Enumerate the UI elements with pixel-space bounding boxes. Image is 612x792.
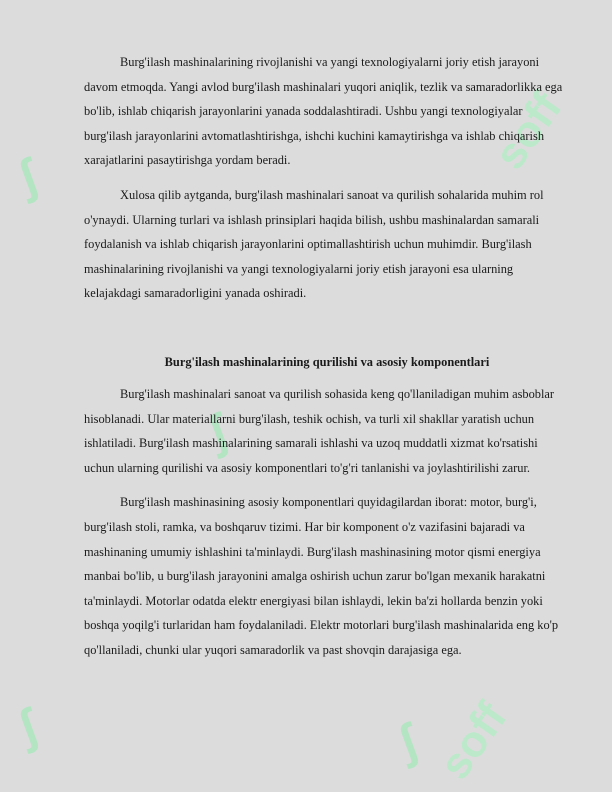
watermark-text: soff [485,83,572,179]
paragraph: Burg'ilash mashinalari sanoat va qurilish sohasida keng qo'llaniladigan muhim asboblar hisoblanadi. Ular materiallarni burg'ilash, teshik ochish, va turli xil shakllar yaratish uchun ishlatiladi. Burg'ilash mashinalarining samarali ishlashi va uzoq muddatli xizmat ko'rsatishi uchun ularning qurilishi va asosiy komponentlari to'g'ri tanlanishi va joylashtirilishi zarur. [84,386,555,475]
watermark-logo-icon: ʃ [11,149,45,206]
watermark-logo-icon: ʃ [391,714,425,771]
document-body [84,50,570,662]
paragraph: Burg'ilash mashinasining asosiy komponentlari quyidagilardan iborat: motor, burg'i, burg'ilash stoli, ramka, va boshqaruv tizimi. Har bir komponent o'z vazifasini bajaradi va mashinaning umumiy ishlashini ta'minlaydi. Burg'ilash mashinasining motor qismi energiya manbai bo'lib, u burg'ilash jarayonini amalga oshirish uchun zarur bo'lgan mexanik harakatni ta'minlaydi. Motorlar odatda elektr energiyasi bilan ishlaydi, lekin ba'zi hollarda benzin yoki boshqa yoqilg'i turlaridan ham foydalaniladi. Elektr motorlari burg'ilash mashinalarida eng ko'p qo'llaniladi, chunki ular yuqori samaradorlik va past shovqin darajasiga ega. [84,495,559,657]
watermark-text: soff [430,693,517,789]
watermark-logo-icon: ʃ [201,404,235,461]
watermark-logo-icon: ʃ [11,699,45,756]
paragraph: Burg'ilash mashinalarining rivojlanishi va yangi texnologiyalarni joriy etish jarayoni davom etmoqda. Yangi avlod burg'ilash mashinalari yuqori aniqlik, tezlik va samaradorlikka ega bo'lib, ishlab chiqarish jarayonlarini yanada soddalashtiradi. Ushbu yangi texnologiyalar burg'ilash jarayonlarini avtomatlashtirishga, ishchi kuchini kamaytirishga va ishlab chiqarish xarajatlarini pasaytirishga yordam beradi. [84,55,563,168]
section-heading: Burg'ilash mashinalarining qurilishi va asosiy komponentlari [164,354,490,369]
paragraph: Xulosa qilib aytganda, burg'ilash mashinalari sanoat va qurilish sohalarida muhim rol o'ynaydi. Ularning turlari va ishlash prinsiplari haqida bilish, ushbu mashinalardan samarali foydalanish va ishlab chiqarish jarayonlarini optimallashtirish uchun muhimdir. Burg'ilash mashinalarining rivojlanishi va yangi texnologiyalarni joriy etish jarayoni esa ularning kelajakdagi samaradorligini yanada oshiradi. [84,187,544,301]
